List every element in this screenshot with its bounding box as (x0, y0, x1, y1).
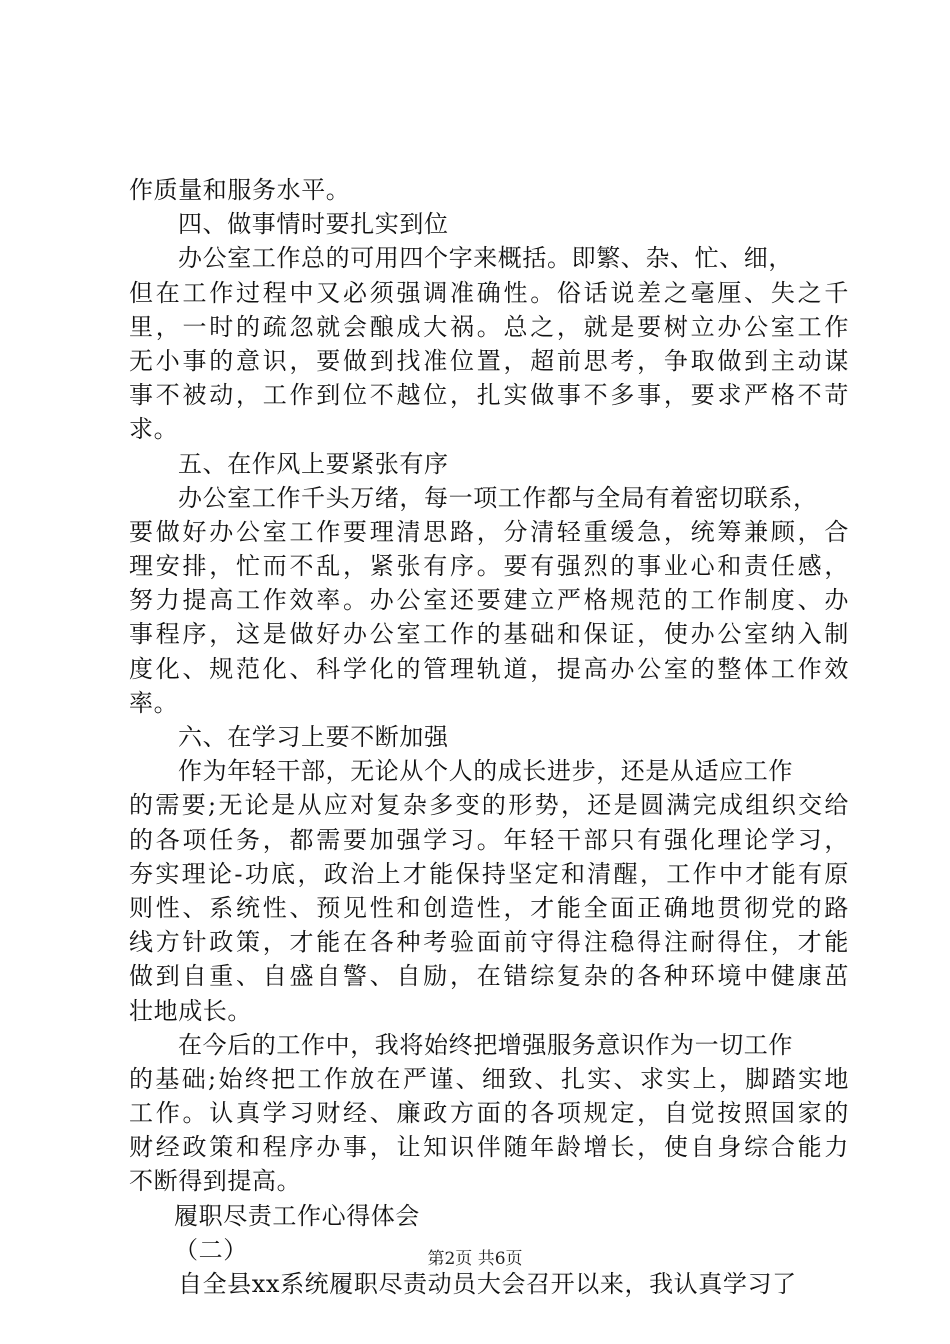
section-heading: 四、做事情时要扎实到位 (178, 210, 449, 239)
text-line: 作为年轻干部，无论从个人的成长进步，还是从适应工作 (178, 757, 793, 786)
text-line: 理安排，忙而不乱，紧张有序。要有强烈的事业心和责任感， (129, 552, 849, 581)
text-line: 度化、规范化、科学化的管理轨道，提高办公室的整体工作效 (129, 654, 849, 683)
section-heading: 五、在作风上要紧张有序 (178, 449, 449, 478)
text-line: 里，一时的疏忽就会酿成大祸。总之，就是要树立办公室工作 (129, 312, 849, 341)
text-line: 的各项任务，都需要加强学习。年轻干部只有强化理论学习， (129, 825, 849, 854)
text-line: 的需要;无论是从应对复杂多变的形势，还是圆满完成组织交给 (129, 791, 849, 820)
section-heading: 六、在学习上要不断加强 (178, 723, 449, 751)
article-title: 履职尽责工作心得体会 (174, 1201, 420, 1230)
text-line: 但在工作过程中又必须强调准确性。俗话说差之毫厘、失之千 (129, 278, 849, 307)
text-line: 事程序，这是做好办公室工作的基础和保证，使办公室纳入制 (129, 620, 849, 649)
text-line: 不断得到提高。 (129, 1167, 302, 1196)
text-line: 财经政策和程序办事，让知识伴随年龄增长，使自身综合能力 (129, 1133, 849, 1162)
text-line: 线方针政策，才能在各种考验面前守得注稳得注耐得住，才能 (129, 928, 849, 957)
text-line: 事不被动，工作到位不越位，扎实做事不多事，要求严格不苛 (129, 381, 849, 410)
text-line: 夯实理论-功底，政治上才能保持坚定和清醒，工作中才能有原 (129, 859, 849, 888)
text-line: 无小事的意识，要做到找准位置，超前思考，争取做到主动谋 (129, 346, 849, 375)
text-line: 要做好办公室工作要理清思路，分清轻重缓急，统筹兼顾，合 (129, 517, 849, 546)
page-number-footer: 第2页 共6页 (427, 1249, 523, 1269)
document-body (129, 173, 849, 1301)
text-line: 自全县xx系统履职尽责动员大会召开以来，我认真学习了 (178, 1270, 797, 1298)
text-line: 壮地成长。 (129, 996, 252, 1025)
text-line: 办公室工作千头万绪，每一项工作都与全局有着密切联系， (178, 483, 818, 512)
text-line: 率。 (129, 688, 179, 717)
text-line: 做到自重、自盛自警、自励，在错综复杂的各种环境中健康茁 (129, 962, 849, 991)
text-line: 的基础;始终把工作放在严谨、细致、扎实、求实上，脚踏实地 (129, 1064, 849, 1093)
text-line: 作质量和服务水平。 (129, 176, 351, 204)
text-line: 则性、系统性、预见性和创造性，才能全面正确地贯彻党的路 (129, 893, 849, 922)
article-subtitle: （二） (174, 1235, 248, 1264)
text-line: 求。 (129, 415, 179, 444)
text-line: 努力提高工作效率。办公室还要建立严格规范的工作制度、办 (129, 586, 849, 615)
text-line: 在今后的工作中，我将始终把增强服务意识作为一切工作 (178, 1030, 793, 1059)
text-line: 办公室工作总的可用四个字来概括。即繁、杂、忙、细， (178, 244, 793, 273)
text-line: 工作。认真学习财经、廉政方面的各项规定，自觉按照国家的 (129, 1099, 849, 1128)
